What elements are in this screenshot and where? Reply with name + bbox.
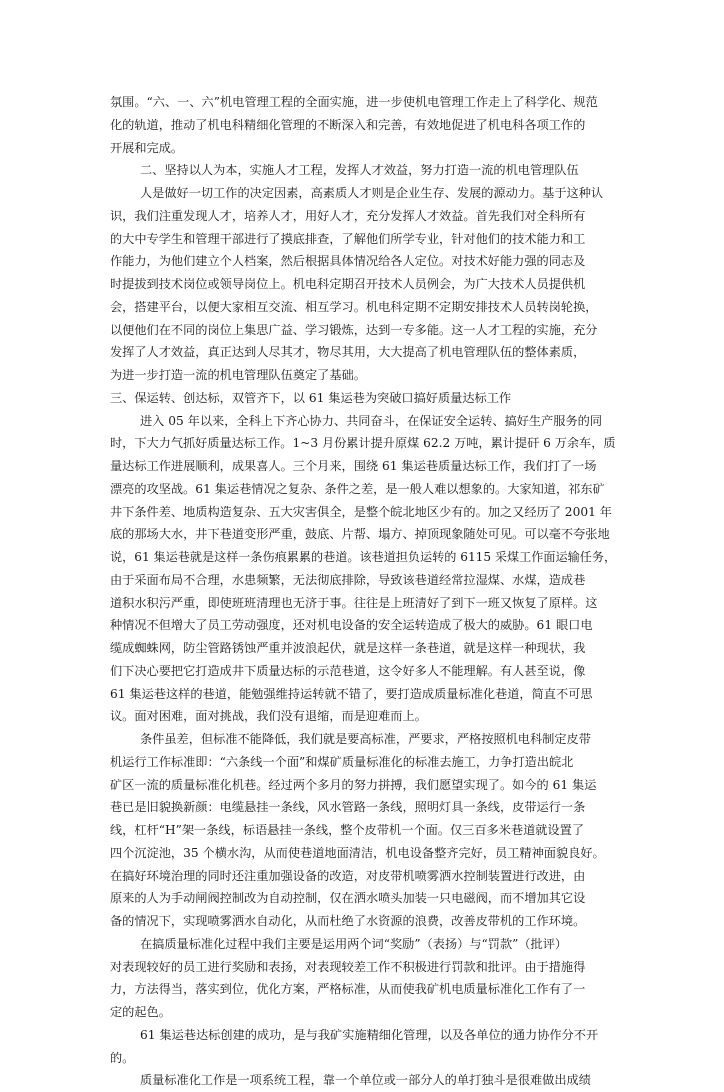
- text-line: 定的起色。: [110, 1005, 171, 1019]
- text-line: 议。面对困难，面对挑战，我们没有退缩，而是迎难而上。: [110, 709, 427, 724]
- text-line: 原来的人为手动闸阀控制改为自动控制，仅在洒水喷头加装一只电磁阀，而不增加其它设: [110, 891, 586, 906]
- text-line: 的。: [110, 1050, 135, 1065]
- text-line: 61 集运巷这样的巷道，能勉强维持运转就不错了，要打造成质量标准化巷道，简直不可思: [110, 686, 593, 701]
- text-line: 们下决心要把它打造成井下质量达标的示范巷道，这令好多人不能理解。有人甚至说，像: [110, 663, 586, 678]
- text-line: 对表现较好的员工进行奖励和表扬，对表现较差工作不积极进行罚款和批评。由于措施得: [110, 959, 586, 974]
- text-line: 作能力，为他们建立个人档案，然后根据具体情况给各人定位。对技术好能力强的同志及: [110, 254, 586, 269]
- text-line: 在搞好环境治理的同时还注重加强设备的改造，对皮带机喷雾洒水控制装置进行改进，由: [110, 868, 586, 883]
- text-line: 备的情况下，实现喷雾洒水自动化，从而杜绝了水资源的浪费，改善皮带机的工作环境。: [110, 914, 586, 928]
- text-line: 三、保运转、创达标，双管齐下，以 61 集运巷为突破口搞好质量达标工作: [110, 390, 512, 405]
- text-line: 条件虽差，但标准不能降低，我们就是要高标准，严要求，严格按照机电科制定皮带: [140, 732, 591, 746]
- text-line: 会，搭建平台，以便大家相互交流、相互学习。机电科定期不定期安排技术人员转岗轮换，: [110, 299, 598, 314]
- text-line: 化的轨道，推动了机电科精细化管理的不断深入和完善，有效地促进了机电科各项工作的: [110, 117, 586, 132]
- text-line: 时提拔到技术岗位或领导岗位上。机电科定期召开技术人员例会，为广大技术人员提供机: [110, 277, 586, 291]
- text-line: 61 集运巷达标创建的成功，是与我矿实施精细化管理，以及各单位的通力协作分不开: [140, 1027, 599, 1042]
- text-line: 发挥了人才效益，真正达到人尽其才，物尽其用，大大提高了机电管理队伍的整体素质，: [110, 345, 586, 360]
- text-line: 线，杠杆“H”架一条线，标语悬挂一条线，整个皮带机一个面。仅三百多米巷道就设置了: [110, 823, 585, 837]
- text-line: 矿区一流的质量标准化机巷。经过两个多月的努力拼搏，我们愿望实现了。如今的 61 集运: [110, 777, 597, 792]
- text-line: 进入 05 年以来，全科上下齐心协力、共同奋斗，在保证安全运转、搞好生产服务的同: [140, 413, 603, 428]
- text-line: 识，我们注重发现人才，培养人才，用好人才，充分发挥人才效益。首先我们对全科所有: [110, 208, 586, 223]
- text-line: 开展和完成。: [110, 140, 184, 155]
- text-line: 以便他们在不同的岗位上集思广益、学习锻炼，达到一专多能。这一人才工程的实施，充分: [110, 322, 598, 337]
- text-line: 说，61 集运巷就是这样一条伤痕累累的巷道。该巷道担负运转的 6115 采煤工作面运输任务，: [110, 550, 616, 564]
- text-line: 在搞质量标准化过程中我们主要是运用两个词“奖励”（表扬）与“罚款”（批评）: [140, 936, 568, 951]
- text-line: 底的那场大水，井下巷道变形严重，鼓底、片帮、塌方、掉顶现象随处可见。可以毫不夸张地: [110, 527, 610, 542]
- text-line: 由于采面布局不合理，水患频繁，无法彻底排除，导致该巷道经常拉湿煤、水煤，造成巷: [110, 572, 586, 587]
- text-line: 的大中专学生和管理干部进行了摸底排查，了解他们所学专业，针对他们的技术能力和工: [110, 231, 586, 246]
- text-line: 为进一步打造一流的机电管理队伍奠定了基础。: [110, 368, 366, 382]
- text-line: 井下条件差、地质构造复杂、五大灾害俱全，是整个皖北地区少有的。加之又经历了 2001 年: [110, 504, 612, 519]
- text-line: 道积水积污严重，即使班班清理也无济于事。往往是上班清好了到下一班又恢复了原样。这: [110, 595, 598, 610]
- text-line: 二、坚持以人为本，实施人才工程，发挥人才效益，努力打造一流的机电管理队伍: [140, 163, 579, 178]
- text-line: 力，方法得当，落实到位，优化方案，严格标准，从而使我矿机电质量标准化工作有了一: [110, 982, 586, 997]
- text-line: 人是做好一切工作的决定因素，高素质人才则是企业生存、发展的源动力。基于这种认: [140, 186, 604, 200]
- text-line: 氛围。“六、一、六”机电管理工程的全面实施，进一步使机电管理工作走上了科学化、规范: [110, 95, 598, 109]
- text-line: 质量标准化工作是一项系统工程，靠一个单位或一部分人的单打独斗是很难做出成绩: [140, 1073, 591, 1088]
- text-line: 机运行工作标准即：“六条线一个面”和煤矿质量标准化的标准去施工，力争打造出皖北: [110, 754, 574, 769]
- document-body: [110, 91, 616, 1092]
- text-line: 量达标工作进展顺利，成果喜人。三个月来，围绕 61 集运巷质量达标工作，我们打了一场: [110, 459, 597, 473]
- text-line: 四个沉淀池，35 个横水沟，从而使巷道地面清洁，机电设备整齐完好，员工精神面貌良好。: [110, 845, 605, 860]
- text-line: 时，下大力气抓好质量达标工作。1~3 月份累计提升原煤 62.2 万吨，累计提矸 6 万余车，质: [110, 436, 616, 451]
- text-line: 漂亮的攻坚战。61 集运巷情况之复杂、条件之差，是一般人难以想象的。大家知道，祁东矿: [110, 481, 605, 496]
- text-line: 巷已是旧貌换新颜：电缆悬挂一条线，风水管路一条线，照明灯具一条线，皮带运行一条: [110, 800, 586, 815]
- text-line: 缆成蜘蛛网，防尘管路锈蚀严重并波浪起伏，就是这样一条巷道，就是这样一种现状，我: [110, 641, 586, 655]
- text-line: 种情况不但增大了员工劳动强度，还对机电设备的安全运转造成了极大的威胁。61 眼口电: [110, 618, 593, 633]
